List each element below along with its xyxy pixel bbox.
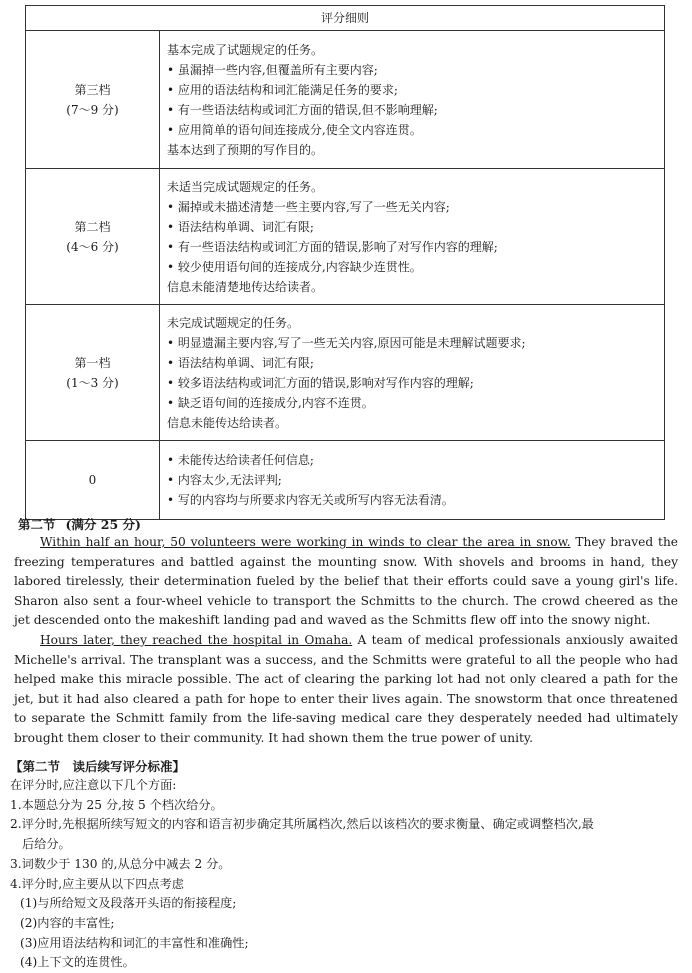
rubric-row-level-1 (26, 305, 665, 441)
scoring-standards (10, 776, 682, 973)
description-line: • 较少使用语句间的连接成分,内容缺少连贯性。 (167, 259, 422, 274)
description-line: • 语法结构单调、词汇有限; (167, 355, 314, 370)
description-line: • 未能传达给读者任何信息; (167, 453, 314, 467)
level-cell (26, 441, 160, 520)
paragraph-body: A team of medical professionals anxiously awaited Michelle's arrival. The transplant was a success, and the Schmitts were grateful to all the people who had helped make this miracle possible. The act of clearing the parking lot had not only cleared a path for the jet, but it had also cleared a path for hope to enter their lives again. The snowstorm that once threatened to separate the Schmitt family from the life-saving medical care they desperately needed had ultimately brought them closer to their community. It had shown them the true power of unity. (14, 632, 679, 745)
level-description (160, 441, 665, 520)
standards-intro: 在评分时,应注意以下几个方面: (10, 778, 177, 792)
section2-heading (18, 515, 141, 533)
level-range: (7～9 分) (66, 102, 119, 117)
paragraph-body: They braved the freezing temperatures and battled against the mounting snow. With shovels and brooms in hand, they labored tirelessly, their determination fueled by the belief that their efforts could save a young girl's life. Sharon also sent a four-wheel vehicle to transport the Schmitts to the church. The crowd cheered as the jet descended onto the makeshift landing pad and waved as the Schmitts flew off into the snowy night. (14, 535, 679, 628)
standards-item: 3.词数少于 130 的,从总分中减去 2 分。 (10, 856, 231, 871)
essay-paragraph-1 (14, 533, 678, 631)
standards-subitem: (1)与所给短文及段落开头语的衔接程度; (20, 896, 237, 911)
description-line: • 内容太少,无法评判; (167, 473, 282, 487)
rubric-header: 评分细则 (26, 6, 665, 31)
level-range: (4～6 分) (66, 239, 119, 254)
description-line: • 虽漏掉一些内容,但覆盖所有主要内容; (167, 62, 378, 77)
description-line: 信息未能清楚地传达给读者。 (167, 279, 324, 294)
level-range: (1～3 分) (66, 375, 119, 390)
level-name: 0 (88, 473, 97, 487)
standards-title: 【第二节 读后续写评分标准】 (10, 759, 186, 774)
level-cell (26, 31, 160, 169)
scoring-rubric-table (25, 5, 665, 520)
rubric-row-level-2 (26, 169, 665, 305)
level-name: 第三档 (74, 82, 111, 97)
description-line: • 写的内容均与所要求内容无关或所写内容无法看清。 (167, 493, 454, 507)
description-line: 基本完成了试题规定的任务。 (167, 42, 324, 57)
section2-score: (满分 25 分) (65, 517, 141, 532)
description-line: 未适当完成试题规定的任务。 (167, 179, 324, 194)
description-line: • 较多语法结构或词汇方面的错误,影响对写作内容的理解; (167, 375, 474, 390)
level-description (160, 305, 665, 441)
description-line: • 明显遗漏主要内容,写了一些无关内容,原因可能是未理解试题要求; (167, 335, 526, 350)
sample-essay (14, 533, 678, 749)
paragraph-opener: Within half an hour, 50 volunteers were working in winds to clear the area in snow. (40, 535, 571, 549)
description-line: • 有一些语法结构或词汇方面的错误,影响了对写作内容的理解; (167, 239, 498, 254)
level-name: 第一档 (74, 355, 111, 370)
standards-subitem: (4)上下文的连贯性。 (20, 955, 135, 970)
essay-paragraph-2 (14, 631, 678, 749)
level-description (160, 31, 665, 169)
description-line: • 漏掉或未描述清楚一些主要内容,写了一些无关内容; (167, 199, 450, 214)
description-line: • 应用简单的语句间连接成分,使全文内容连贯。 (167, 122, 422, 137)
level-description (160, 169, 665, 305)
section2-title: 第二节 (18, 517, 56, 532)
level-cell (26, 305, 160, 441)
level-cell (26, 169, 160, 305)
standards-subitem: (2)内容的丰富性; (20, 915, 115, 930)
rubric-row-level-0 (26, 441, 665, 520)
description-line: • 缺乏语句间的连接成分,内容不连贯。 (167, 395, 374, 410)
description-line: 基本达到了预期的写作目的。 (167, 142, 324, 157)
description-line: 未完成试题规定的任务。 (167, 315, 300, 330)
description-line: 信息未能传达给读者。 (167, 415, 288, 430)
standards-subitem: (3)应用语法结构和词汇的丰富性和准确性; (20, 935, 249, 950)
standards-item-continuation: 后给分。 (22, 837, 71, 852)
standards-item: 1.本题总分为 25 分,按 5 个档次给分。 (10, 797, 223, 812)
standards-item: 2.评分时,先根据所续写短文的内容和语言初步确定其所属档次,然后以该档次的要求衡量、确定或调整档次,最 (10, 817, 594, 832)
description-line: • 语法结构单调、词汇有限; (167, 219, 314, 234)
level-name: 第二档 (74, 219, 111, 234)
description-line: • 应用的语法结构和词汇能满足任务的要求; (167, 82, 398, 97)
paragraph-opener: Hours later, they reached the hospital in Omaha. (40, 632, 353, 647)
standards-item: 4.评分时,应主要从以下四点考虑 (10, 876, 184, 891)
description-line: • 有一些语法结构或词汇方面的错误,但不影响理解; (167, 102, 438, 117)
rubric-row-level-3 (26, 31, 665, 169)
